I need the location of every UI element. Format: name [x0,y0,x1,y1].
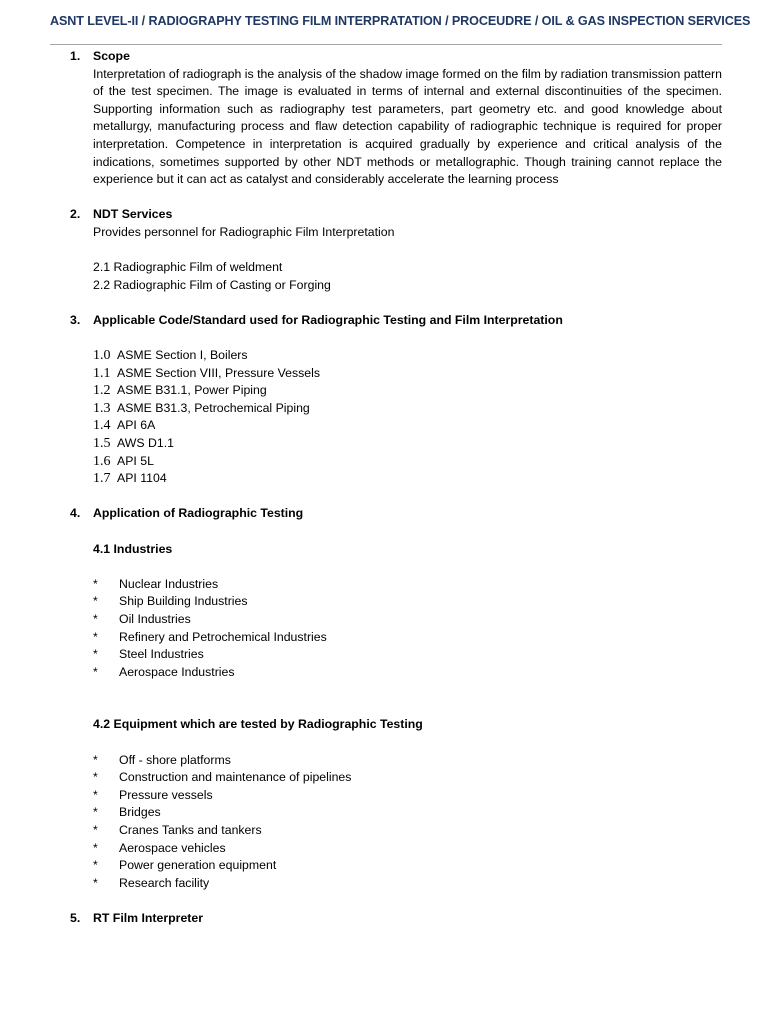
section-number: 5. [70,910,81,925]
section-title: Applicable Code/Standard used for Radiographic Testing and Film Interpretation [93,312,563,327]
list-item-text: Refinery and Petrochemical Industries [119,629,327,644]
bullet-marker: * [93,594,98,609]
bullet-marker: * [93,840,98,855]
code-text: ASME B31.3, Petrochemical Piping [117,400,310,415]
list-item [93,769,722,787]
header-divider [50,44,722,45]
bullet-marker: * [93,664,98,679]
code-item [93,470,722,488]
list-item [93,875,722,893]
list-item-text: Oil Industries [119,612,191,626]
list-item [93,646,722,664]
list-item-text: Steel Industries [119,647,204,662]
section-number: 1. [70,49,81,63]
bullet-marker: * [93,858,98,873]
code-number: 1.6 [93,453,111,469]
code-text: ASME Section VIII, Pressure Vessels [117,365,320,380]
list-item [93,611,722,629]
list-item: 2.2 Radiographic Film of Casting or Forging [93,277,331,292]
code-number: 1.5 [93,436,111,452]
section-title: Application of Radiographic Testing [93,506,304,521]
list-item [93,576,722,594]
section-application [0,505,768,892]
list-item [93,787,722,805]
list-item: 2.1 Radiographic Film of weldment [93,260,283,275]
code-text: API 1104 [117,471,167,486]
list-item-text: Off - shore platforms [119,752,231,767]
code-text: ASME Section I, Boilers [117,348,248,363]
bullet-marker: * [93,875,98,890]
section-title: NDT Services [93,207,173,222]
list-item [93,664,722,682]
subsection-title-industries: 4.1 Industries [93,541,173,556]
bullet-marker: * [93,805,98,820]
code-item [93,400,722,418]
list-item [93,822,722,840]
section-applicable-codes [0,312,768,488]
code-number: 1.3 [93,400,111,416]
subsection-title-equipment: 4.2 Equipment which are tested by Radiographic Testing [93,717,423,732]
bullet-marker: * [93,612,98,626]
bullet-marker: * [93,822,98,837]
code-text: ASME B31.1, Power Piping [117,383,267,398]
code-item [93,347,722,365]
code-item [93,365,722,383]
list-item [93,804,722,822]
code-text: AWS D1.1 [117,436,174,451]
code-text: API 6A [117,418,156,433]
bullet-marker: * [93,787,98,802]
section-ndt-services [0,206,768,294]
section-number: 2. [70,207,81,222]
list-item [93,840,722,858]
list-item-text: Nuclear Industries [119,576,219,591]
section-number: 3. [70,312,81,327]
code-number: 1.0 [93,348,111,364]
code-item [93,417,722,435]
bullet-marker: * [93,770,98,785]
code-item [93,435,722,453]
code-number: 1.7 [93,471,111,487]
bullet-marker: * [93,629,98,644]
list-item-text: Construction and maintenance of pipelines [119,770,352,785]
bullet-marker: * [93,647,98,662]
code-number: 1.1 [93,365,111,381]
list-item [93,752,722,770]
section-rt-film-interpreter [0,910,768,928]
list-item [93,629,722,647]
list-item-text: Research facility [119,875,210,890]
list-item-text: Cranes Tanks and tankers [119,822,262,837]
list-item [93,593,722,611]
list-item-text: Power generation equipment [119,858,277,873]
section-number: 4. [70,506,81,521]
list-item-text: Ship Building Industries [119,594,248,609]
code-number: 1.4 [93,418,111,434]
code-item [93,382,722,400]
section-intro: Provides personnel for Radiographic Film Interpretation [93,224,395,239]
code-text: API 5L [117,453,154,468]
code-item [93,453,722,471]
scope-paragraph: Interpretation of radiograph is the analysis of the shadow image formed on the film by radiation transmission pattern of the test specimen. The image is evaluated in terms of internal and external discontinuities of the specimen. Supporting information such as radiography test parameters, part geometry etc. and good knowledge about metallurgy, manufacturing process and flaw detection capability of radiographic technique is required for proper interpretation. Competence in interpretation is acquired gradually by experience and critical analysis of the indications, sometimes supported by other NDT methods or metallographic. Though training cannot replace the experience but it can act as catalyst and considerably accelerate the learning process [93,66,722,187]
section-title: Scope [93,49,130,63]
section-scope [0,48,768,189]
bullet-marker: * [93,752,98,767]
document-body [0,48,768,928]
list-item-text: Bridges [119,805,161,820]
list-item-text: Pressure vessels [119,787,213,802]
code-number: 1.2 [93,383,111,399]
list-item [93,857,722,875]
bullet-marker: * [93,576,98,591]
section-title: RT Film Interpreter [93,910,204,925]
page-header-title: ASNT LEVEL-II / RADIOGRAPHY TESTING FILM INTERPRATATION / PROCEUDRE / OIL & GAS INSPECTION SERVICES [50,14,751,28]
list-item-text: Aerospace Industries [119,664,235,679]
list-item-text: Aerospace vehicles [119,840,226,855]
